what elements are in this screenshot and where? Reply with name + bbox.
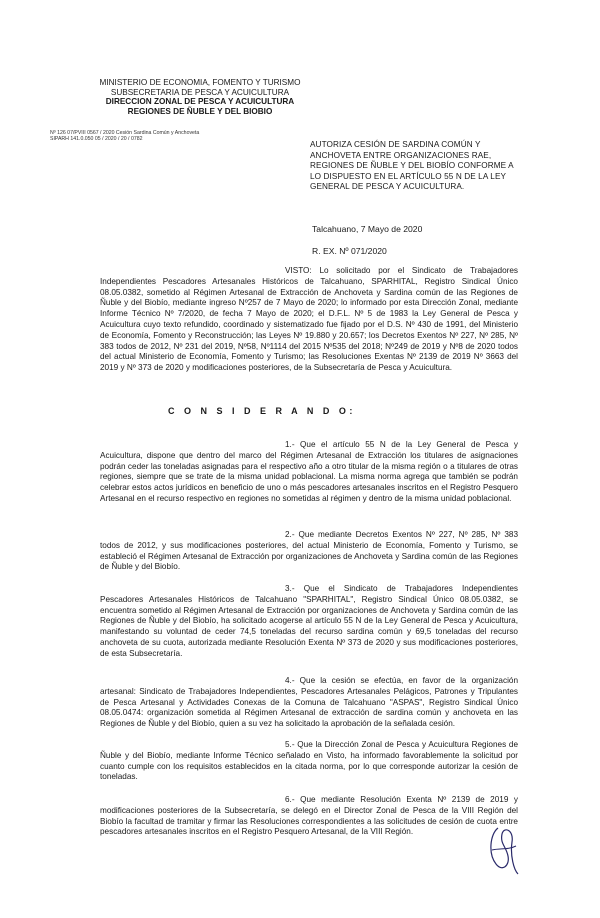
visto-paragraph: VISTO: Lo solicitado por el Sindicato de Trabajadores Independientes Pescadores Artesanales Históricos de Talcahuano, SPARHITAL, Registro Sindical Único 08.05.0382, sometido al Régimen Artesanal de Extracción de Anchoveta y Sardina común de las Regiones de Ñuble y del Biobío, mediante ingreso Nº257 de 7 Mayo de 2020; lo informado por esta Dirección Zonal, mediante Informe Técnico Nº 7/2020, de fecha 7 Mayo de 2020; el D.F.L. Nº 5 de 1983 la Ley General de Pesca y Acuicultura cuyo texto refundido, coordinado y sistematizado fue fijado por el D.S. Nº 430 de 1991, del Ministerio de Economía, Fomento y Reconstrucción; las Leyes Nº 19.880 y 20.657; los Decretos Exentos Nº 227, Nº 285, Nº 383 todos de 2012, Nº 231 del 2019, Nº58, Nº1114 del 2015 Nº535 del 2018; Nº249 de 2019 y Nº8 de 2020 todos del actual Ministerio de Economía, Fomento y Turismo; las Resoluciones Exentas Nº 2139 de 2019 Nº 3663 del 2019 y Nº 373 de 2020 y modificaciones posteriores, de la Subsecretaría de Pesca y Acuicultura. bbox=[100, 266, 518, 373]
considerando-3: 3.- Que el Sindicato de Trabajadores Independientes Pescadores Artesanales Históricos de Talcahuano "SPARHITAL", Registro Sindical Único 08.05.0382, se encuentra sometido al Régimen Artesanal de Extracción por organizaciones de Anchoveta y Sardina común de las Regiones de Ñuble y del Biobío, ha solicitado acogerse al artículo 55 N de la Ley General de Pesca y Acuicultura, manifestando su voluntad de ceder 74,5 toneladas del recurso sardina común y 69,5 toneladas del recurso anchoveta de su cuota, autorizada mediante Resolución Exenta Nº 373 de 2020 y sus modificaciones posteriores, de esta Subsecretaría. bbox=[100, 584, 518, 658]
resolution-number: R. EX. Nº 071/2020 bbox=[312, 246, 387, 256]
letterhead bbox=[60, 78, 340, 116]
considerando-1: 1.- Que el artículo 55 N de la Ley General de Pesca y Acuicultura, dispone que dentro del marco del Régimen Artesanal de Extracción los titulares de asignaciones podrán ceder las toneladas asignadas para el respectivo año a otro titular de la misma región o a titulares de otras regiones, siempre que se trate de la misma unidad poblacional. La misma norma agrega que también se podrán celebrar estos actos jurídicos en beneficio de uno o más pescadores artesanales inscritos en el Registro Pesquero Artesanal en el recurso respectivo en regiones no sometidas al régimen y dentro de la misma unidad poblacional. bbox=[100, 440, 518, 503]
zonal-direction-name: DIRECCION ZONAL DE PESCA Y ACUICULTURA bbox=[105, 97, 295, 107]
considerando-heading: C O N S I D E R A N D O: bbox=[168, 406, 356, 416]
resolution-subject: AUTORIZA CESIÓN DE SARDINA COMÚN Y ANCHOVETA ENTRE ORGANIZACIONES RAE, REGIONES DE ÑUBLE Y DEL BIOBÍO CONFORME A LO DISPUESTO EN EL ARTÍCULO 55 N DE LA LEY GENERAL DE PESCA Y ACUICULTURA. bbox=[310, 140, 514, 192]
subsecretary-name: SUBSECRETARIA DE PESCA Y ACUICULTURA bbox=[110, 87, 290, 97]
regions-name: REGIONES DE ÑUBLE Y DEL BIOBIO bbox=[127, 106, 273, 116]
considerando-5: 5.- Que la Dirección Zonal de Pesca y Acuicultura Regiones de Ñuble y del Biobío, mediante Informe Técnico señalado en Visto, ha informado favorablemente la solicitud por cuanto cumple con los requisitos establecidos en la citada norma, por lo que corresponde autorizar la cesión de toneladas. bbox=[100, 740, 518, 782]
considerando-6: 6.- Que mediante Resolución Exenta Nº 2139 de 2019 y modificaciones posteriores de la Subsecretaría, se delegó en el Director Zonal de Pesca de la VIII Región del Biobío la facultad de tramitar y firmar las Resoluciones correspondientes a las solicitudes de cesión de cuota entre pescadores artesanales inscritos en el Registro Pesquero Artesanal, de la VIII Región. bbox=[100, 795, 518, 837]
handwritten-signature bbox=[484, 820, 524, 880]
ministry-name: MINISTERIO DE ECONOMIA, FOMENTO Y TURISMO bbox=[99, 78, 301, 87]
considerando-4: 4.- Que la cesión se efectúa, en favor de la organización artesanal: Sindicato de Trabajadores Independientes, Pescadores Artesanales Pelágicos, Patrones y Tripulantes de Pesca Artesanal y Actividades Conexas de la Comuna de Talcahuano "ASPAS", Registro Sindical Único 08.05.0474: organización sometida al Régimen Artesanal de extracción de sardina común y anchoveta en las Regiones de Ñuble y del Biobío, quien a su vez ha solicitado la aprobación de la señalada cesión. bbox=[100, 676, 518, 729]
place-date: Talcahuano, 7 Mayo de 2020 bbox=[312, 224, 423, 234]
reference-line-2: SIPARH 141.0.050 05 / 2020 / 20 / 0782 bbox=[50, 136, 143, 143]
reference-line-1: Nº 126 07/PVIII 0567 / 2020 Cesión Sardina Común y Anchoveta bbox=[50, 130, 200, 136]
considerando-2: 2.- Que mediante Decretos Exentos Nº 227, Nº 285, Nº 383 todos de 2012, y sus modificaciones posteriores, del actual Ministerio de Economía, Fomento y Turismo, se estableció el Régimen Artesanal de Extracción por organizaciones de Anchoveta y Sardina común de las Regiones de Ñuble y del Biobío. bbox=[100, 530, 518, 572]
